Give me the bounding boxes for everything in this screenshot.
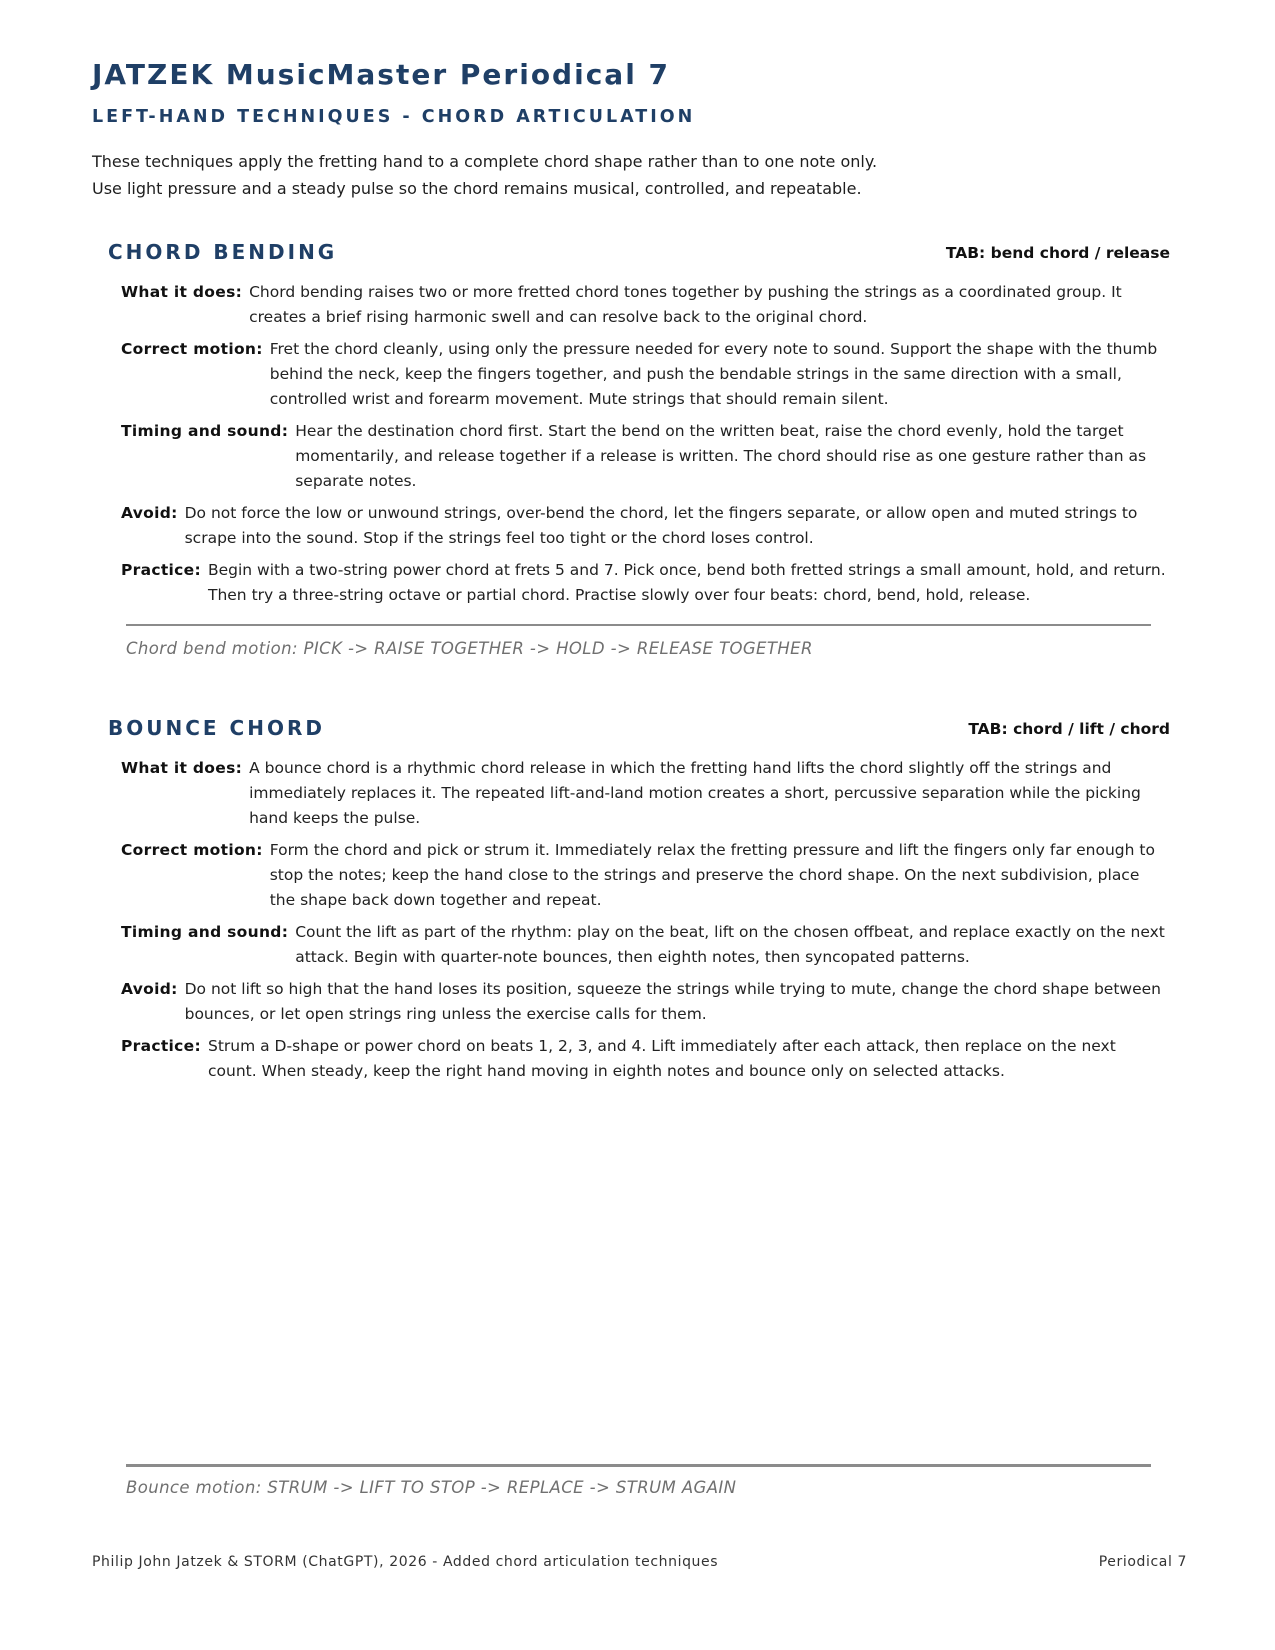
entry-text: Begin with a two-string power chord at frets 5 and 7. Pick once, bend both fretted strings a small amount, hold, and return. Then try a three-string octave or partial chord. Practise slowly over four beats: chord, bend, hold, release.	[207, 561, 1166, 604]
entry-practice	[121, 1034, 1168, 1084]
section-title: CHORD BENDING	[108, 240, 338, 264]
entry-text: Hear the destination chord first. Start the bend on the written beat, raise the chord evenly, hold the target momentarily, and release together if a release is written. The chord should rise as one gesture rather than as separate notes.	[295, 422, 1147, 490]
section-bounce-chord	[108, 716, 1168, 1091]
entry-label: Avoid:	[121, 980, 178, 998]
section-header	[108, 240, 1168, 280]
section-chord-bending	[108, 240, 1168, 658]
entry-correct-motion	[121, 838, 1168, 913]
entry-text: Chord bending raises two or more fretted chord tones together by pushing the strings as a coordinated group. It creates a brief rising harmonic swell and can resolve back to the original chord.	[249, 283, 1122, 326]
footer-credit: Philip John Jatzek & STORM (ChatGPT), 2026 - Added chord articulation techniques	[92, 1554, 719, 1570]
entry-label: Timing and sound:	[121, 422, 289, 440]
divider	[126, 1464, 1151, 1467]
entry-text: A bounce chord is a rhythmic chord release in which the fretting hand lifts the chord slightly off the strings and immediately replaces it. The repeated lift-and-land motion creates a short, percussive separation while the picking hand keeps the pulse.	[249, 759, 1141, 827]
page-subtitle: LEFT-HAND TECHNIQUES - CHORD ARTICULATION	[92, 107, 696, 127]
intro	[92, 148, 1192, 202]
entry-text: Do not force the low or unwound strings, over-bend the chord, let the fingers separate, or allow open and muted strings to scrape into the sound. Stop if the strings feel too tight or the chord loses control.	[184, 504, 1138, 547]
entry-practice	[121, 558, 1168, 608]
section-title: BOUNCE CHORD	[108, 716, 325, 740]
motion-summary: Bounce motion: STRUM -> LIFT TO STOP -> REPLACE -> STRUM AGAIN	[126, 1478, 737, 1497]
entry-text: Form the chord and pick or strum it. Immediately relax the fretting pressure and lift the fingers only far enough to stop the notes; keep the hand close to the strings and preserve the chord shape. On the next subdivision, place the shape back down together and repeat.	[269, 841, 1155, 909]
entry-what-it-does	[121, 756, 1168, 831]
divider	[126, 624, 1151, 626]
entry-text: Do not lift so high that the hand loses its position, squeeze the strings while trying to mute, change the chord shape between bounces, or let open strings ring unless the exercise calls for them.	[184, 980, 1161, 1023]
intro-line-2: Use light pressure and a steady pulse so the chord remains musical, controlled, and repeatable.	[92, 179, 862, 198]
motion-summary: Chord bend motion: PICK -> RAISE TOGETHER -> HOLD -> RELEASE TOGETHER	[126, 639, 813, 658]
entry-text: Strum a D-shape or power chord on beats 1, 2, 3, and 4. Lift immediately after each attack, then replace on the next count. When steady, keep the right hand moving in eighth notes and bounce only on selected attacks.	[207, 1037, 1116, 1080]
intro-line-1: These techniques apply the fretting hand to a complete chord shape rather than to one note only.	[92, 152, 878, 171]
tab-notation: TAB: chord / lift / chord	[968, 720, 1170, 738]
entry-label: What it does:	[121, 759, 243, 777]
page-title: JATZEK MusicMaster Periodical 7	[92, 58, 671, 91]
tab-notation: TAB: bend chord / release	[945, 244, 1170, 262]
entry-label: Correct motion:	[121, 340, 263, 358]
entry-text: Fret the chord cleanly, using only the pressure needed for every note to sound. Support the shape with the thumb behind the neck, keep the fingers together, and push the bendable strings in the same direction with a small, controlled wrist and forearm movement. Mute strings that should remain silent.	[269, 340, 1158, 408]
entry-timing-and-sound	[121, 920, 1168, 970]
entry-label: Timing and sound:	[121, 923, 289, 941]
entry-avoid	[121, 501, 1168, 551]
entry-label: Correct motion:	[121, 841, 263, 859]
entry-what-it-does	[121, 280, 1168, 330]
entry-label: Practice:	[121, 1037, 201, 1055]
entry-avoid	[121, 977, 1168, 1027]
section-header	[108, 716, 1168, 756]
entry-correct-motion	[121, 337, 1168, 412]
entry-label: Practice:	[121, 561, 201, 579]
entry-text: Count the lift as part of the rhythm: play on the beat, lift on the chosen offbeat, and replace exactly on the next attack. Begin with quarter-note bounces, then eighth notes, then syncopated patterns.	[295, 923, 1165, 966]
footer-page-label: Periodical 7	[1098, 1554, 1187, 1570]
entry-timing-and-sound	[121, 419, 1168, 494]
entry-label: What it does:	[121, 283, 243, 301]
entry-label: Avoid:	[121, 504, 178, 522]
